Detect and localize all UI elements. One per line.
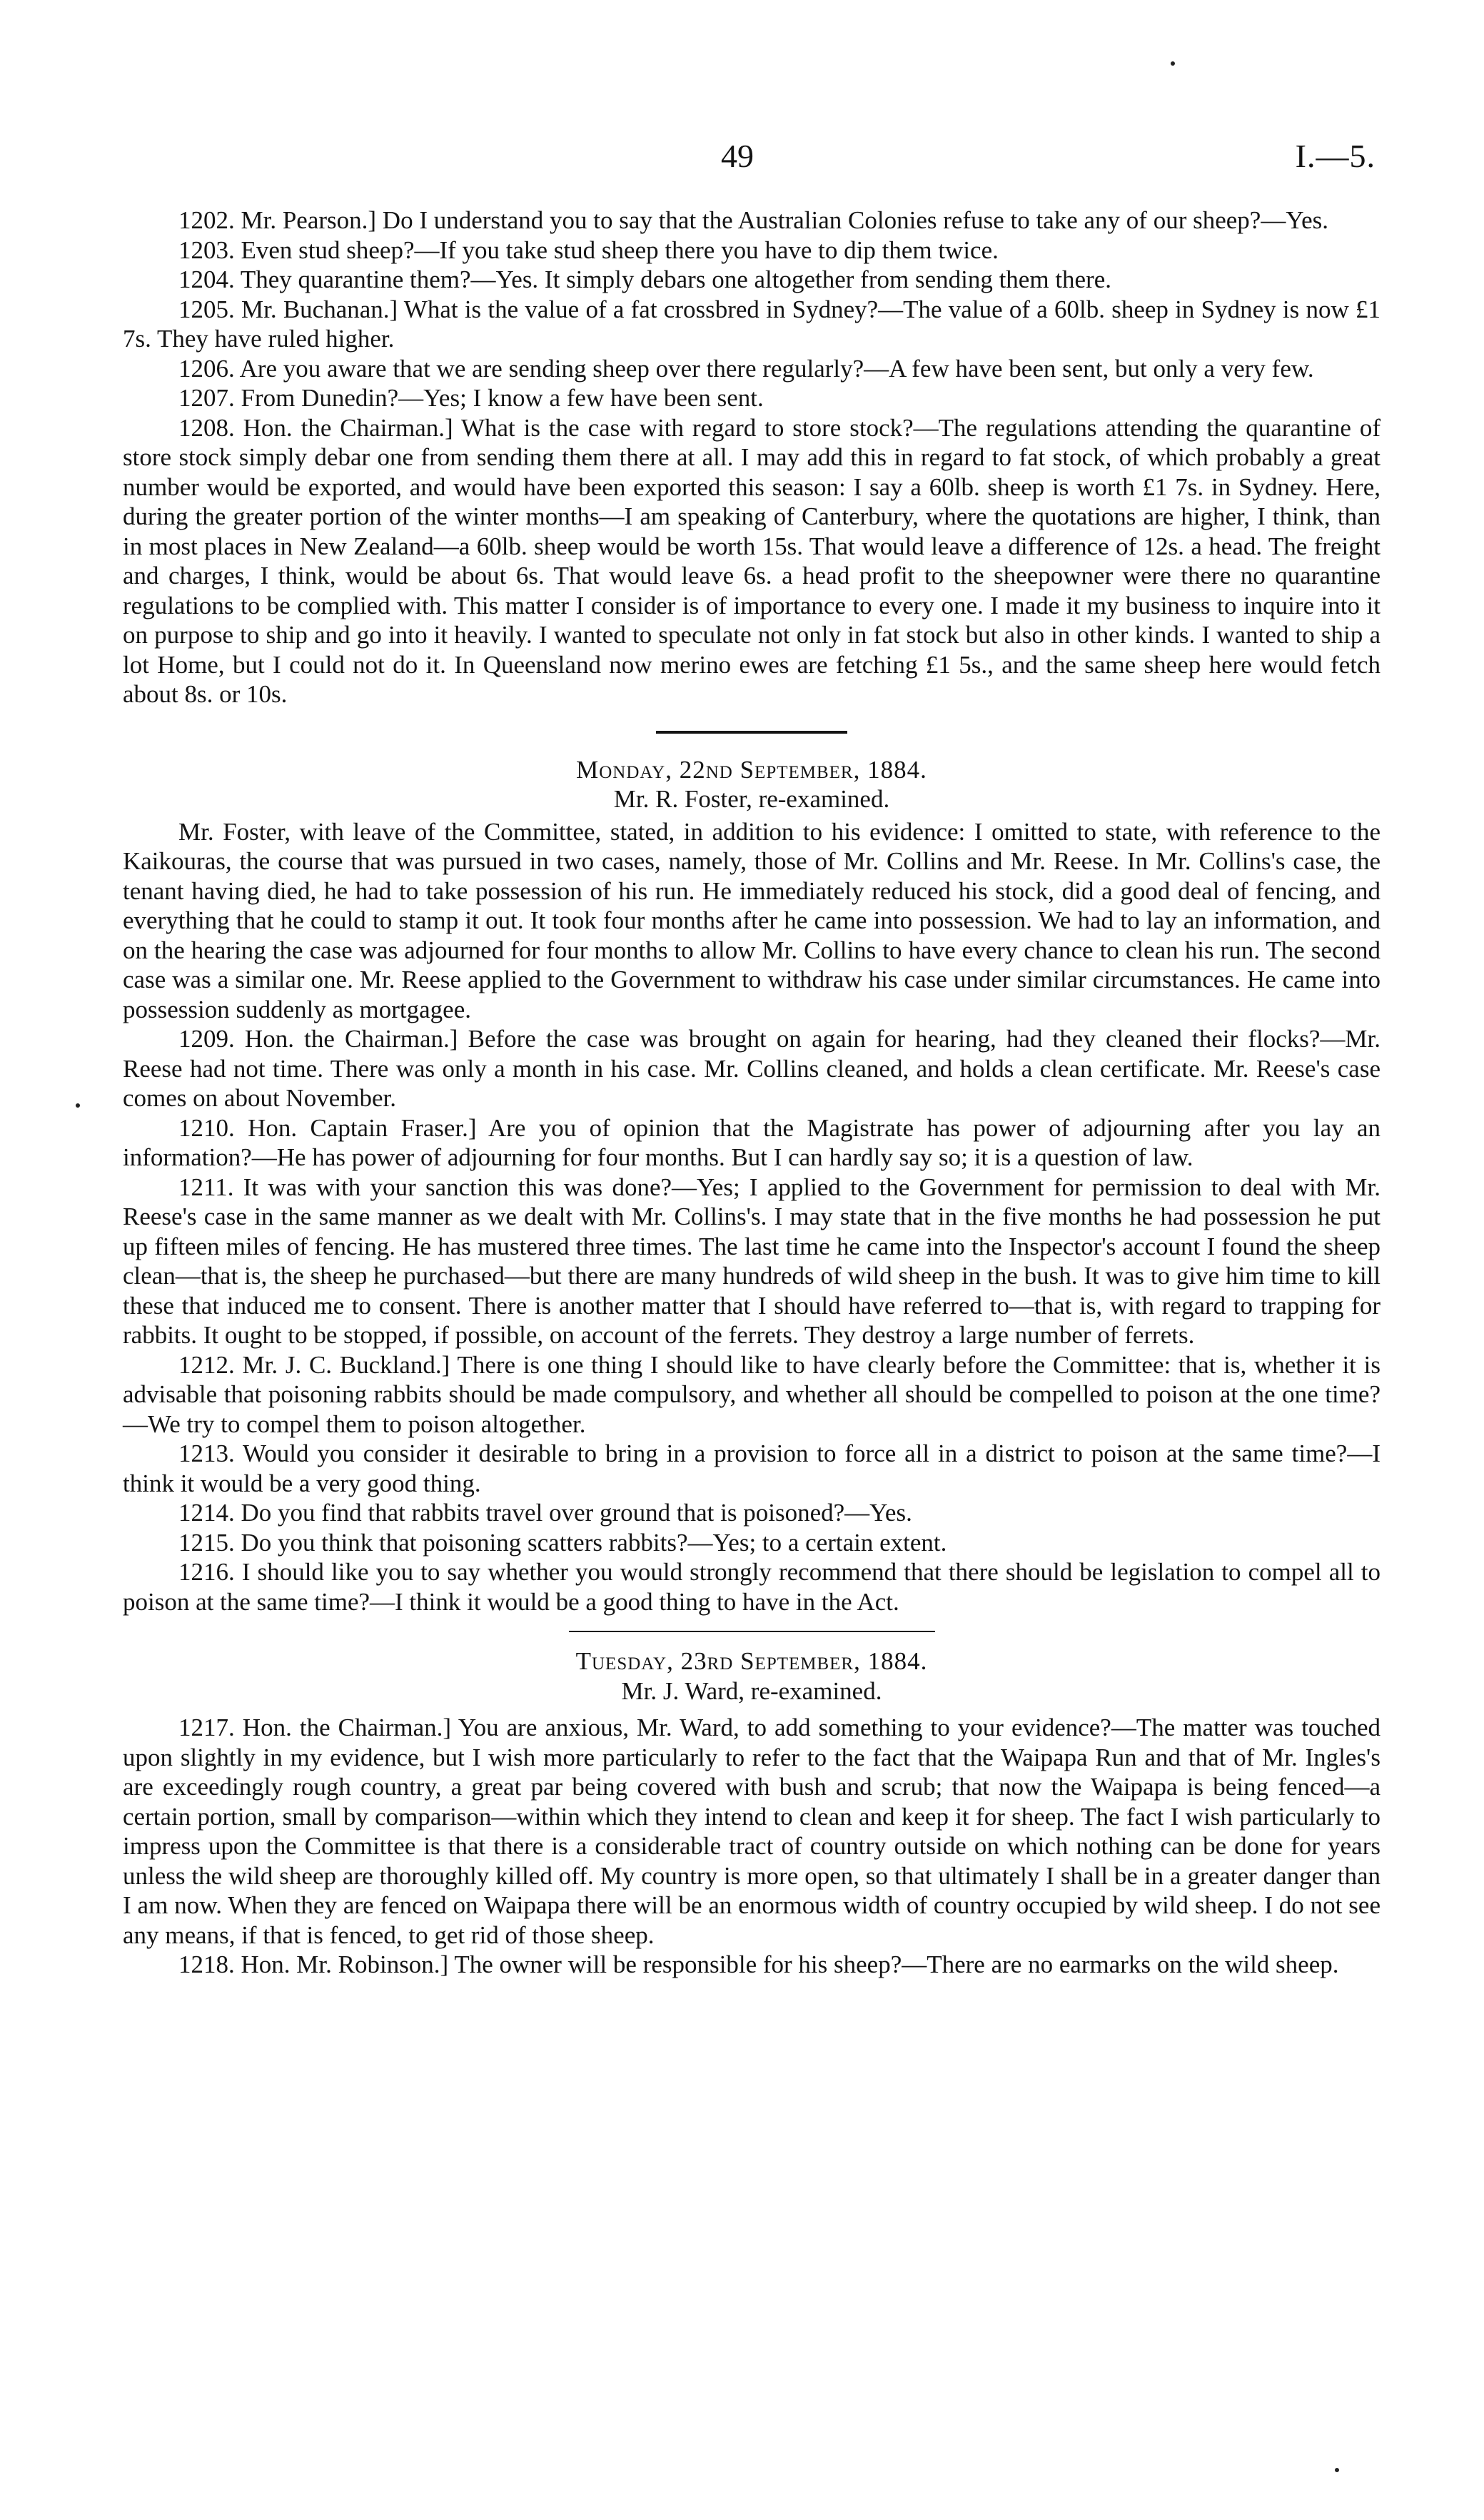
evidence-paragraph: 1206. Are you aware that we are sending sheep over there regularly?—A few have been sent, but only a very few. [178, 354, 1314, 383]
evidence-paragraph: 1214. Do you find that rabbits travel over ground that is poisoned?—Yes. [178, 1499, 912, 1527]
evidence-paragraph: 1212. Mr. J. C. Buckland.] There is one thing I should like to have clearly before the Committee: that is, whether it is advisable that poisoning rabbits should be made compulsory, and whether all should be compelled to poison at the one time?—We try to compel them to poison altogether. [123, 1350, 1380, 1438]
print-speck [1171, 61, 1175, 66]
evidence-paragraph: 1217. Hon. the Chairman.] You are anxious, Mr. Ward, to add something to your evidence?—The matter was touched upon slightly in my evidence, but I wish more particularly to refer to the fact that the Waipapa Run and that of Mr. Ingles's are exceedingly rough country, a great par being covered with bush and scrub; that now the Waipapa is being fenced—a certain portion, small by comparison—within which they intend to clean and keep it for sheep. The fact I wish particularly to impress upon the Committee is that there is a considerable tract of country outside on which nothing can be done for years unless the wild sheep are thoroughly killed off. My country is more open, so that ultimately I shall be in a greater danger than I am now. When they are fenced on Waipapa there will be an enormous width of country occupied by wild sheep. I do not see any means, if that is fenced, to get rid of those sheep. [123, 1714, 1380, 1949]
evidence-paragraph: 1207. From Dunedin?—Yes; I know a few have been sent. [178, 384, 764, 412]
evidence-group-2 [123, 817, 1380, 1617]
evidence-paragraph: 1213. Would you consider it desirable to bring in a provision to force all in a district to poison at the same time?—I think it would be a very good thing. [123, 1439, 1380, 1497]
section-witness: Mr. R. Foster, re-examined. [613, 785, 890, 813]
evidence-paragraph: 1216. I should like you to say whether you would strongly recommend that there should be legislation to compel all to poison at the same time?—I think it would be a good thing to have in the Act. [123, 1558, 1380, 1616]
document-body [123, 206, 1380, 1980]
evidence-paragraph: 1204. They quarantine them?—Yes. It simply debars one altogether from sending them there. [178, 265, 1112, 293]
print-speck [1335, 2468, 1339, 2472]
document-reference: I.—5. [1295, 138, 1376, 174]
print-speck [76, 1103, 80, 1108]
section-divider [569, 1631, 935, 1632]
evidence-paragraph: 1203. Even stud sheep?—If you take stud sheep there you have to dip them twice. [178, 236, 999, 264]
evidence-paragraph: 1209. Hon. the Chairman.] Before the case was brought on again for hearing, had they cleaned their flocks?—Mr. Reese had not time. There was only a month in his case. Mr. Collins cleaned, and holds a clean certificate. Mr. Reese's case comes on about November. [123, 1025, 1380, 1112]
evidence-group-3 [123, 1713, 1380, 1980]
evidence-paragraph: 1218. Hon. Mr. Robinson.] The owner will be responsible for his sheep?—There are no earmarks on the wild sheep. [178, 1950, 1339, 1978]
evidence-paragraph: 1208. Hon. the Chairman.] What is the case with regard to store stock?—The regulations attending the quarantine of store stock simply debar one from sending them there at all. I may add this in regard to fat stock, of which probably a great number would be exported, and would have been exported this season: I say a 60lb. sheep is worth £1 7s. in Sydney. Here, during the greater portion of the winter months—I am speaking of Canterbury, where the quotations are higher, I think, than in most places in New Zealand—a 60lb. sheep would be worth 15s. That would leave a difference of 12s. a head. The freight and charges, I think, would be about 6s. That would leave 6s. a head profit to the sheepowner were there no quarantine regulations to be complied with. This matter I consider is of importance to every one. I made it my business to inquire into it on purpose to ship and go into it heavily. I wanted to speculate not only in fat stock but also in other kinds. I wanted to ship a lot Home, but I could not do it. In Queensland now merino ewes are fetching £1 5s., and the same sheep here would fetch about 8s. or 10s. [123, 413, 1380, 708]
page-number: 49 [721, 138, 754, 174]
section-divider [656, 731, 847, 734]
evidence-group-1 [123, 206, 1380, 709]
evidence-paragraph: 1205. Mr. Buchanan.] What is the value of a fat crossbred in Sydney?—The value of a 60lb. sheep in Sydney is now £1 7s. They have ruled higher. [123, 295, 1380, 353]
evidence-paragraph: 1210. Hon. Captain Fraser.] Are you of opinion that the Magistrate has power of adjourning after you lay an information?—He has power of adjourning for four months. But I can hardly say so; it is a question of law. [123, 1113, 1380, 1171]
section-witness: Mr. J. Ward, re-examined. [621, 1676, 882, 1705]
evidence-paragraph: 1202. Mr. Pearson.] Do I understand you to say that the Australian Colonies refuse to take any of our sheep?—Yes. [178, 206, 1329, 234]
evidence-paragraph: 1215. Do you think that poisoning scatters rabbits?—Yes; to a certain extent. [178, 1528, 947, 1557]
evidence-paragraph: 1211. It was with your sanction this was done?—Yes; I applied to the Government for permission to deal with Mr. Reese's case in the same manner as we dealt with Mr. Collins's. I may state that in the five months he had possession he put up fifteen miles of fencing. He has mustered three times. The last time he came into the Inspector's account I found the sheep clean—that is, the sheep he purchased—but there are many hundreds of wild sheep in the bush. It was to give him time to kill these that induced me to consent. There is another matter that I should have referred to—that is, with regard to trapping for rabbits. It ought to be stopped, if possible, on account of the ferrets. They destroy a large number of ferrets. [123, 1173, 1380, 1349]
section-date: Tuesday, 23rd September, 1884. [575, 1647, 928, 1675]
section-date: Monday, 22nd September, 1884. [576, 755, 927, 784]
evidence-paragraph: Mr. Foster, with leave of the Committee, stated, in addition to his evidence: I omitted to state, with reference to the Kaikouras, the course that was pursued in two cases, namely, those of Mr. Collins and Mr. Reese. In Mr. Collins's case, the tenant having died, he had to take possession of his run. He immediately reduced his stock, did a good deal of fencing, and everything that he could to stamp it out. It took four months after he came into possession. We had to lay an information, and on the hearing the case was adjourned for four months to allow Mr. Collins to have every chance to clean his run. The second case was a similar one. Mr. Reese applied to the Government to withdraw his case under similar circumstances. He came into possession suddenly as mortgagee. [123, 817, 1380, 1023]
